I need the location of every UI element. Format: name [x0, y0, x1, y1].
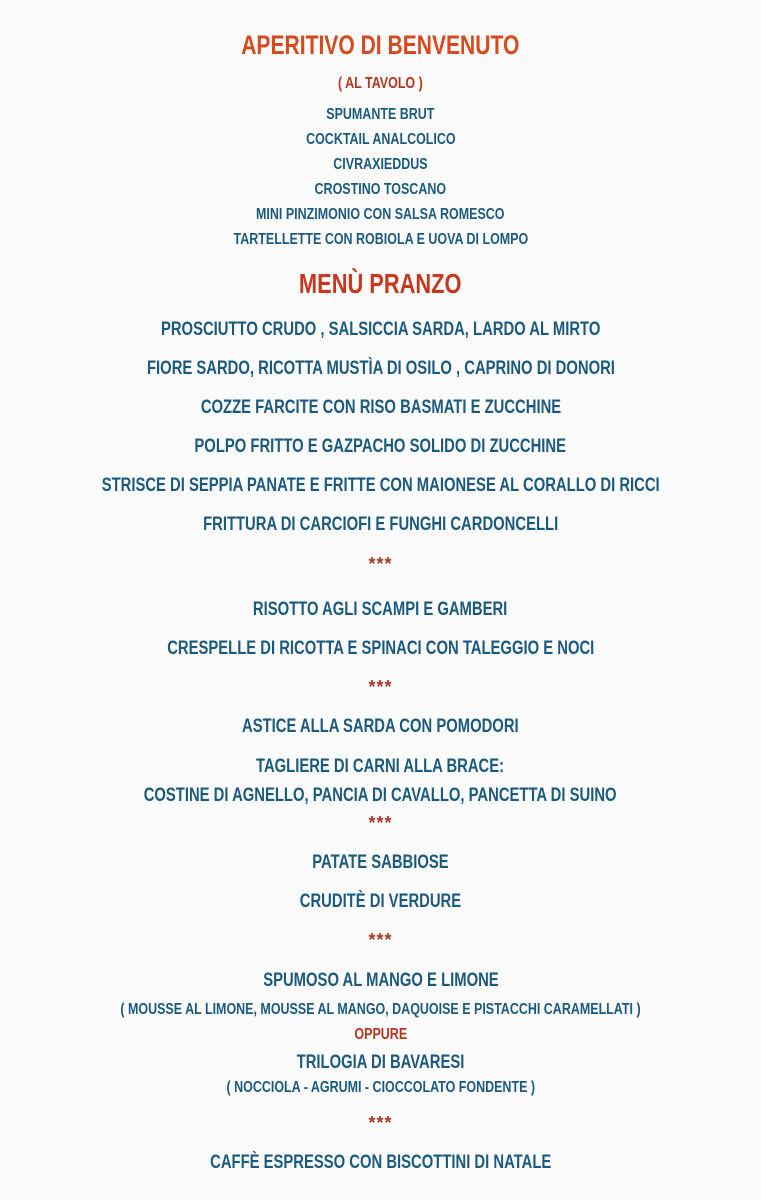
dessert-option: TRILOGIA DI BAVARESI [296, 1052, 465, 1073]
separator-stars: *** [368, 677, 393, 697]
aperitivo-item: TARTELLETTE CON ROBIOLA E UOVA DI LOMPO [233, 231, 528, 248]
aperitivo-subtitle: ( AL TAVOLO ) [338, 75, 423, 92]
antipasto-item: FIORE SARDO, RICOTTA MUSTÌA DI OSILO , CAPRINO DI DONORI [146, 358, 615, 379]
separator-stars: *** [368, 813, 393, 833]
separator-stars: *** [368, 930, 393, 950]
aperitivo-item: CIVRAXIEDDUS [333, 156, 428, 173]
menu-title: MENÙ PRANZO [299, 268, 462, 299]
dessert-option: SPUMOSO AL MANGO E LIMONE [262, 970, 499, 991]
aperitivo-item: COCKTAIL ANALCOLICO [305, 131, 456, 148]
antipasto-item: COZZE FARCITE CON RISO BASMATI E ZUCCHINE [200, 397, 561, 418]
oppure-label: OPPURE [354, 1026, 407, 1043]
aperitivo-item: CROSTINO TOSCANO [314, 181, 447, 198]
primo-item: CRESPELLE DI RICOTTA E SPINACI CON TALEGGIO E NOCI [166, 638, 595, 659]
secondo-item: TAGLIERE DI CARNI ALLA BRACE: [256, 756, 505, 777]
primo-item: RISOTTO AGLI SCAMPI E GAMBERI [253, 599, 508, 620]
aperitivo-title: APERITIVO DI BENVENUTO [241, 30, 520, 60]
antipasto-item: STRISCE DI SEPPIA PANATE E FRITTE CON MAIONESE AL CORALLO DI RICCI [101, 475, 660, 496]
aperitivo-item: MINI PINZIMONIO CON SALSA ROMESCO [256, 206, 505, 223]
contorno-item: CRUDITÈ DI VERDURE [299, 891, 462, 912]
antipasto-item: PROSCIUTTO CRUDO , SALSICCIA SARDA, LARDO AL MIRTO [160, 319, 601, 340]
aperitivo-item: SPUMANTE BRUT [326, 106, 435, 123]
secondo-item: COSTINE DI AGNELLO, PANCIA DI CAVALLO, PANCETTA DI SUINO [144, 785, 617, 806]
separator-stars: *** [368, 554, 393, 574]
secondo-item: ASTICE ALLA SARDA CON POMODORI [242, 716, 519, 737]
antipasto-item: FRITTURA DI CARCIOFI E FUNGHI CARDONCELLI [202, 514, 559, 535]
contorno-item: PATATE SABBIOSE [312, 852, 449, 873]
caffe-item: CAFFÈ ESPRESSO CON BISCOTTINI DI NATALE [209, 1152, 552, 1173]
dessert-note: ( MOUSSE AL LIMONE, MOUSSE AL MANGO, DAQUOISE E PISTACCHI CARAMELLATI ) [120, 1001, 641, 1018]
dessert-note: ( NOCCIOLA - AGRUMI - CIOCCOLATO FONDENTE ) [226, 1079, 535, 1096]
antipasto-item: POLPO FRITTO E GAZPACHO SOLIDO DI ZUCCHINE [194, 436, 567, 457]
separator-stars: *** [368, 1113, 393, 1133]
